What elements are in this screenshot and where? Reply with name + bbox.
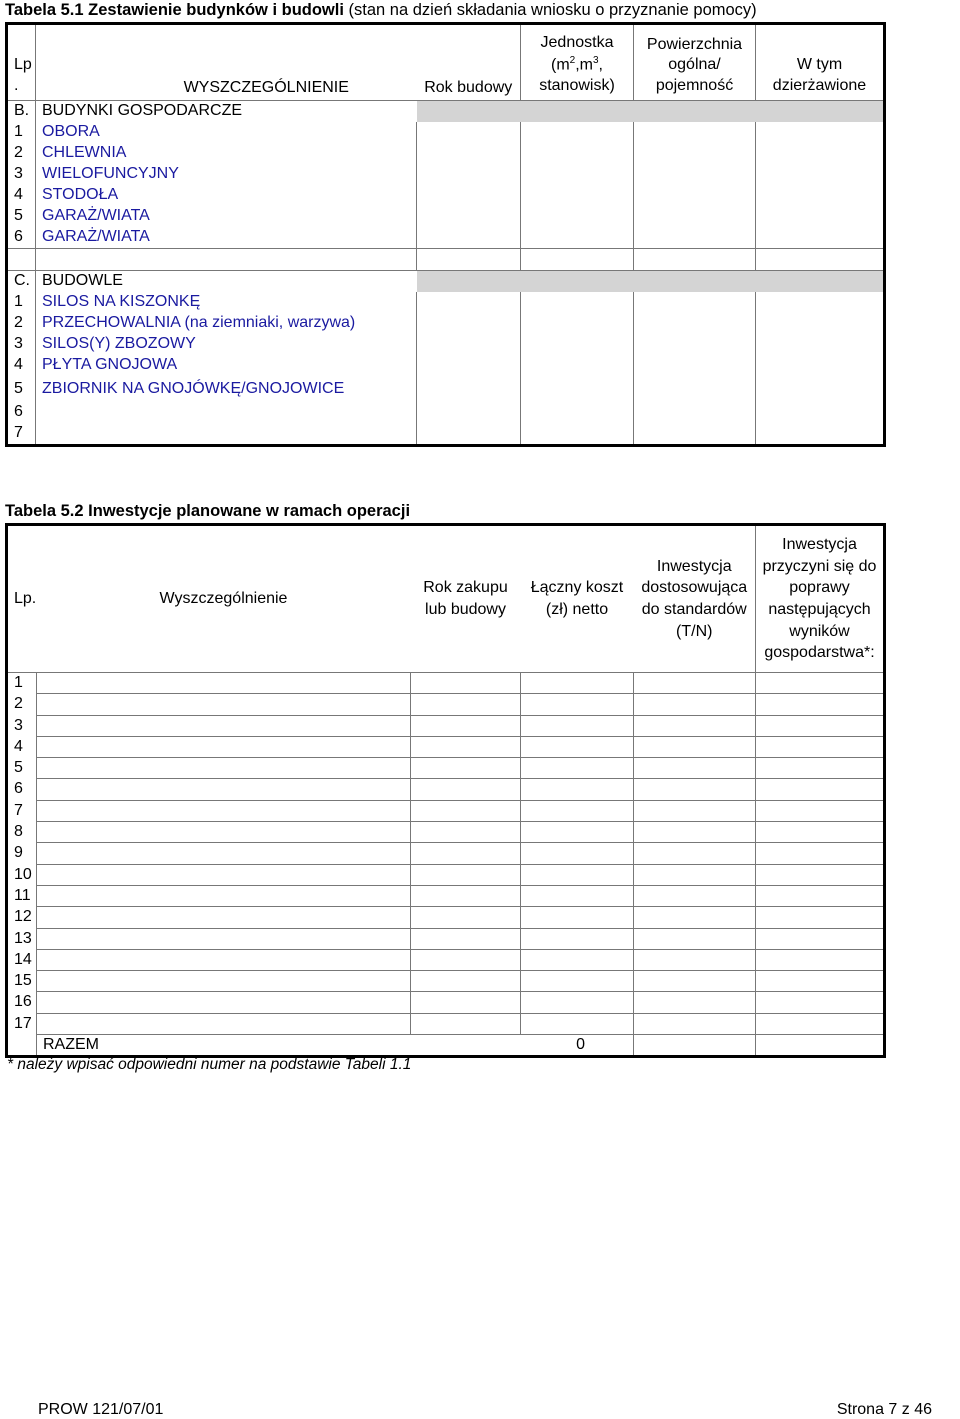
row-lp: 14 [14,950,32,968]
cell-improve[interactable] [756,971,885,992]
header-unit: Jednostka ($m^2,m^3$, stanowisk) [521,24,634,101]
row-lp: 5 [7,206,36,227]
table1-title [5,1,757,20]
row-lp: 7 [7,423,36,446]
investment-row [7,673,885,694]
cell-year[interactable] [417,122,521,143]
cell-name[interactable] [37,843,411,864]
row-lp: 15 [14,972,32,990]
cell-year[interactable] [411,758,521,779]
total-adapt [634,1035,756,1057]
cell-improve[interactable] [756,992,885,1013]
row-lp: 3 [7,334,36,355]
cell-unit[interactable] [521,185,634,206]
cell-adapt[interactable] [634,992,756,1013]
cell-cost[interactable] [521,885,634,906]
cell-unit[interactable] [521,292,634,313]
cell-year[interactable] [417,185,521,206]
header-name: Wyszczególnienie [37,525,411,673]
cell-area[interactable] [634,122,756,143]
cell-year[interactable] [411,779,521,800]
row-name: STODOŁA [42,186,119,204]
cell-year[interactable] [417,206,521,227]
row-lp: 2 [14,695,23,713]
table2-title [5,502,410,521]
cell-unit[interactable] [521,206,634,227]
cell-name[interactable] [37,758,411,779]
total-value: 0 [576,1036,585,1053]
cell-adapt[interactable] [634,907,756,928]
row-name: WIELOFUNCYJNY [42,165,179,183]
cell-name[interactable] [37,949,411,970]
footer-right: Strona 7 z 46 [836,1401,932,1418]
cell-name[interactable] [37,864,411,885]
structure-row [7,334,885,355]
structure-row [7,292,885,313]
header-year: Rok zakupu lub budowy [411,525,521,673]
cell-cost[interactable] [521,694,634,715]
cell-improve[interactable] [756,779,885,800]
cell-improve[interactable] [756,673,885,694]
building-row [7,143,885,164]
cell-year[interactable] [417,355,521,376]
cell-cost[interactable] [521,779,634,800]
investment-row [7,694,885,715]
header-year: Rok budowy [417,24,521,101]
cell-cost[interactable] [521,907,634,928]
cell-adapt[interactable] [634,949,756,970]
cell-adapt[interactable] [634,758,756,779]
row-lp: 6 [7,227,36,249]
cell-improve[interactable] [756,1013,885,1034]
section-b-label: BUDYNKI GOSPODARCZE [42,102,243,120]
total-label: RAZEM [37,1035,411,1057]
row-name: GARAŻ/WIATA [42,207,150,225]
cell-year[interactable] [411,992,521,1013]
cell-year[interactable] [417,423,521,446]
cell-area[interactable] [634,185,756,206]
investment-row [7,1013,885,1034]
cell-name[interactable] [37,822,411,843]
total-improve [756,1035,885,1057]
cell-adapt[interactable] [634,779,756,800]
cell-adapt[interactable] [634,885,756,906]
row-lp: 10 [14,865,32,883]
cell-year[interactable] [411,949,521,970]
cell-unit[interactable] [521,164,634,185]
cell-name[interactable] [37,928,411,949]
table1-title-bold: Tabela 5.1 Zestawienie budynków i budowli [5,1,344,19]
row-lp: 3 [7,164,36,185]
row-lp: 9 [14,844,23,862]
cell-year[interactable] [411,864,521,885]
cell-unit[interactable] [521,334,634,355]
structure-row [7,423,885,446]
cell-leased[interactable] [756,355,885,376]
cell-cost[interactable] [521,822,634,843]
cell-adapt[interactable] [634,736,756,757]
row-lp: 1 [7,122,36,143]
investment-row [7,758,885,779]
row-name: OBORA [42,123,100,141]
row-lp: 4 [14,737,23,755]
header-area: Powierzchnia ogólna/ pojemność [634,24,756,101]
row-lp: 4 [7,185,36,206]
cell-unit[interactable] [521,143,634,164]
cell-cost[interactable] [521,864,634,885]
building-row [7,206,885,227]
cell-adapt[interactable] [634,843,756,864]
cell-leased[interactable] [756,402,885,423]
cell-improve[interactable] [756,800,885,821]
section-b-lp: B. [7,101,36,123]
cell-leased[interactable] [756,292,885,313]
cell-leased[interactable] [756,334,885,355]
cell-year[interactable] [417,334,521,355]
cell-leased[interactable] [756,376,885,402]
row-name: GARAŻ/WIATA [36,227,417,249]
row-lp: 2 [7,143,36,164]
cell-unit[interactable] [521,376,634,402]
investment-row [7,971,885,992]
cell-improve[interactable] [756,928,885,949]
cell-year[interactable] [411,673,521,694]
table1-title-rest: (stan na dzień składania wniosku o przyznanie pomocy) [343,1,757,19]
cell-unit[interactable] [521,423,634,446]
total-year [411,1035,521,1057]
row-name: PŁYTA GNOJOWA [42,356,178,374]
cell-name[interactable] [37,715,411,736]
buildings-table [5,22,886,447]
cell-cost[interactable] [521,800,634,821]
investment-row [7,885,885,906]
header-cost: Łączny koszt (zł) netto [521,525,634,673]
cell-year[interactable] [411,843,521,864]
section-c-lp: C. [7,271,36,293]
building-row [7,227,885,249]
cell-area[interactable] [634,292,756,313]
cell-name[interactable] [37,779,411,800]
cell-leased[interactable] [756,185,885,206]
total-lp [7,1035,37,1057]
cell-unit[interactable] [521,313,634,334]
cell-year[interactable] [417,227,521,249]
cell-improve[interactable] [756,949,885,970]
investment-row [7,800,885,821]
cell-cost[interactable] [521,736,634,757]
row-lp: 11 [14,886,31,904]
header-lp: Lp . [7,24,36,101]
cell-name[interactable] [37,673,411,694]
row-lp: 13 [14,929,32,947]
cell-year[interactable] [411,736,521,757]
row-lp: 5 [7,376,36,402]
cell-improve[interactable] [756,694,885,715]
cell-cost[interactable] [521,992,634,1013]
cell-adapt[interactable] [634,715,756,736]
cell-improve[interactable] [756,758,885,779]
cell-area[interactable] [634,313,756,334]
cell-area[interactable] [634,334,756,355]
cell-unit[interactable] [521,227,634,249]
cell-area[interactable] [634,423,756,446]
investments-table [5,523,886,1058]
row-lp: 1 [14,674,23,692]
row-name: CHLEWNIA [42,144,127,162]
cell-year[interactable] [411,1013,521,1034]
cell-area[interactable] [634,206,756,227]
investment-row [7,907,885,928]
header-adapt: Inwestycja dostosowująca do standardów (T/N) [634,525,756,673]
cell-leased[interactable] [756,143,885,164]
cell-area[interactable] [634,355,756,376]
section-c-label: BUDOWLE [42,272,123,290]
cell-adapt[interactable] [634,800,756,821]
cell-cost[interactable] [521,843,634,864]
cell-name[interactable] [37,1013,411,1034]
structure-row [7,376,885,402]
cell-unit[interactable] [521,355,634,376]
cell-leased[interactable] [756,423,885,446]
investment-row [7,992,885,1013]
investment-row [7,715,885,736]
investment-row [7,843,885,864]
header-leased: W tym dzierżawione [756,24,885,101]
cell-cost[interactable] [521,928,634,949]
cell-area[interactable] [634,143,756,164]
row-lp: 12 [14,908,32,926]
cell-leased[interactable] [756,227,885,249]
row-name: SILOS(Y) ZBOZOWY [42,335,196,353]
row-name [36,423,417,446]
cell-name[interactable] [37,800,411,821]
total-row [7,1035,885,1057]
cell-year[interactable] [417,164,521,185]
investment-row [7,822,885,843]
cell-adapt[interactable] [634,971,756,992]
cell-year[interactable] [411,694,521,715]
cell-year[interactable] [417,402,521,423]
building-row [7,122,885,143]
cell-adapt[interactable] [634,673,756,694]
cell-cost[interactable] [521,1013,634,1034]
building-row [7,185,885,206]
row-lp: 1 [7,292,36,313]
investment-row [7,779,885,800]
cell-year[interactable] [417,143,521,164]
cell-unit[interactable] [521,402,634,423]
cell-adapt[interactable] [634,822,756,843]
cell-adapt[interactable] [634,1013,756,1034]
cell-cost[interactable] [521,949,634,970]
cell-name[interactable] [37,971,411,992]
building-row [7,164,885,185]
cell-improve[interactable] [756,822,885,843]
row-lp: 6 [7,402,36,423]
row-lp: 2 [7,313,36,334]
cell-year[interactable] [411,928,521,949]
header-lp: Lp. [7,525,37,673]
investment-row [7,736,885,757]
cell-area[interactable] [634,402,756,423]
cell-improve[interactable] [756,715,885,736]
section-b-shade [417,101,885,123]
cell-area[interactable] [634,376,756,402]
cell-leased[interactable] [756,313,885,334]
row-name: SILOS NA KISZONKĘ [42,293,201,311]
cell-name[interactable] [37,694,411,715]
cell-improve[interactable] [756,885,885,906]
cell-improve[interactable] [756,907,885,928]
cell-adapt[interactable] [634,694,756,715]
cell-year[interactable] [411,822,521,843]
investment-row [7,928,885,949]
cell-area[interactable] [634,227,756,249]
cell-cost[interactable] [521,971,634,992]
section-c-shade [417,271,885,293]
footer-left: PROW 121/07/01 [38,1401,164,1418]
cell-name[interactable] [37,885,411,906]
footnote: * należy wpisać odpowiedni numer na podstawie Tabeli 1.1 [7,1056,412,1073]
row-lp: 6 [14,780,23,798]
header-name: WYSZCZEGÓLNIENIE [36,24,417,101]
row-lp: 3 [14,716,23,734]
table2-title-text: Tabela 5.2 Inwestycje planowane w ramach operacji [5,502,411,520]
cell-improve[interactable] [756,864,885,885]
cell-year[interactable] [411,885,521,906]
row-name: PRZECHOWALNIA (na ziemniaki, warzywa) [42,314,356,332]
cell-area[interactable] [634,164,756,185]
investment-row [7,864,885,885]
cell-name[interactable] [37,992,411,1013]
structure-row [7,313,885,334]
structure-row [7,402,885,423]
row-lp: 4 [7,355,36,376]
cell-improve[interactable] [756,736,885,757]
cell-year[interactable] [411,907,521,928]
row-lp: 5 [14,759,23,777]
investment-row [7,949,885,970]
row-name: ZBIORNIK NA GNOJÓWKĘ/GNOJOWICE [42,379,345,397]
row-lp: 8 [14,823,23,841]
structure-row [7,355,885,376]
cell-leased[interactable] [756,164,885,185]
row-lp: 16 [14,993,32,1011]
cell-adapt[interactable] [634,864,756,885]
row-lp: 7 [14,801,23,819]
cell-leased[interactable] [756,206,885,227]
cell-year[interactable] [411,715,521,736]
cell-adapt[interactable] [634,928,756,949]
cell-unit[interactable] [521,122,634,143]
cell-cost[interactable] [521,715,634,736]
row-lp: 17 [14,1014,32,1032]
cell-improve[interactable] [756,843,885,864]
empty-row [7,249,885,271]
cell-cost[interactable] [521,673,634,694]
cell-name[interactable] [37,907,411,928]
cell-year[interactable] [411,971,521,992]
cell-leased[interactable] [756,122,885,143]
row-name [36,402,417,423]
cell-year[interactable] [417,313,521,334]
cell-year[interactable] [417,292,521,313]
cell-year[interactable] [411,800,521,821]
cell-cost[interactable] [521,758,634,779]
cell-name[interactable] [37,736,411,757]
cell-year[interactable] [417,376,521,402]
header-improve: Inwestycja przyczyni się do poprawy następujących wyników gospodarstwa*: [756,525,885,673]
